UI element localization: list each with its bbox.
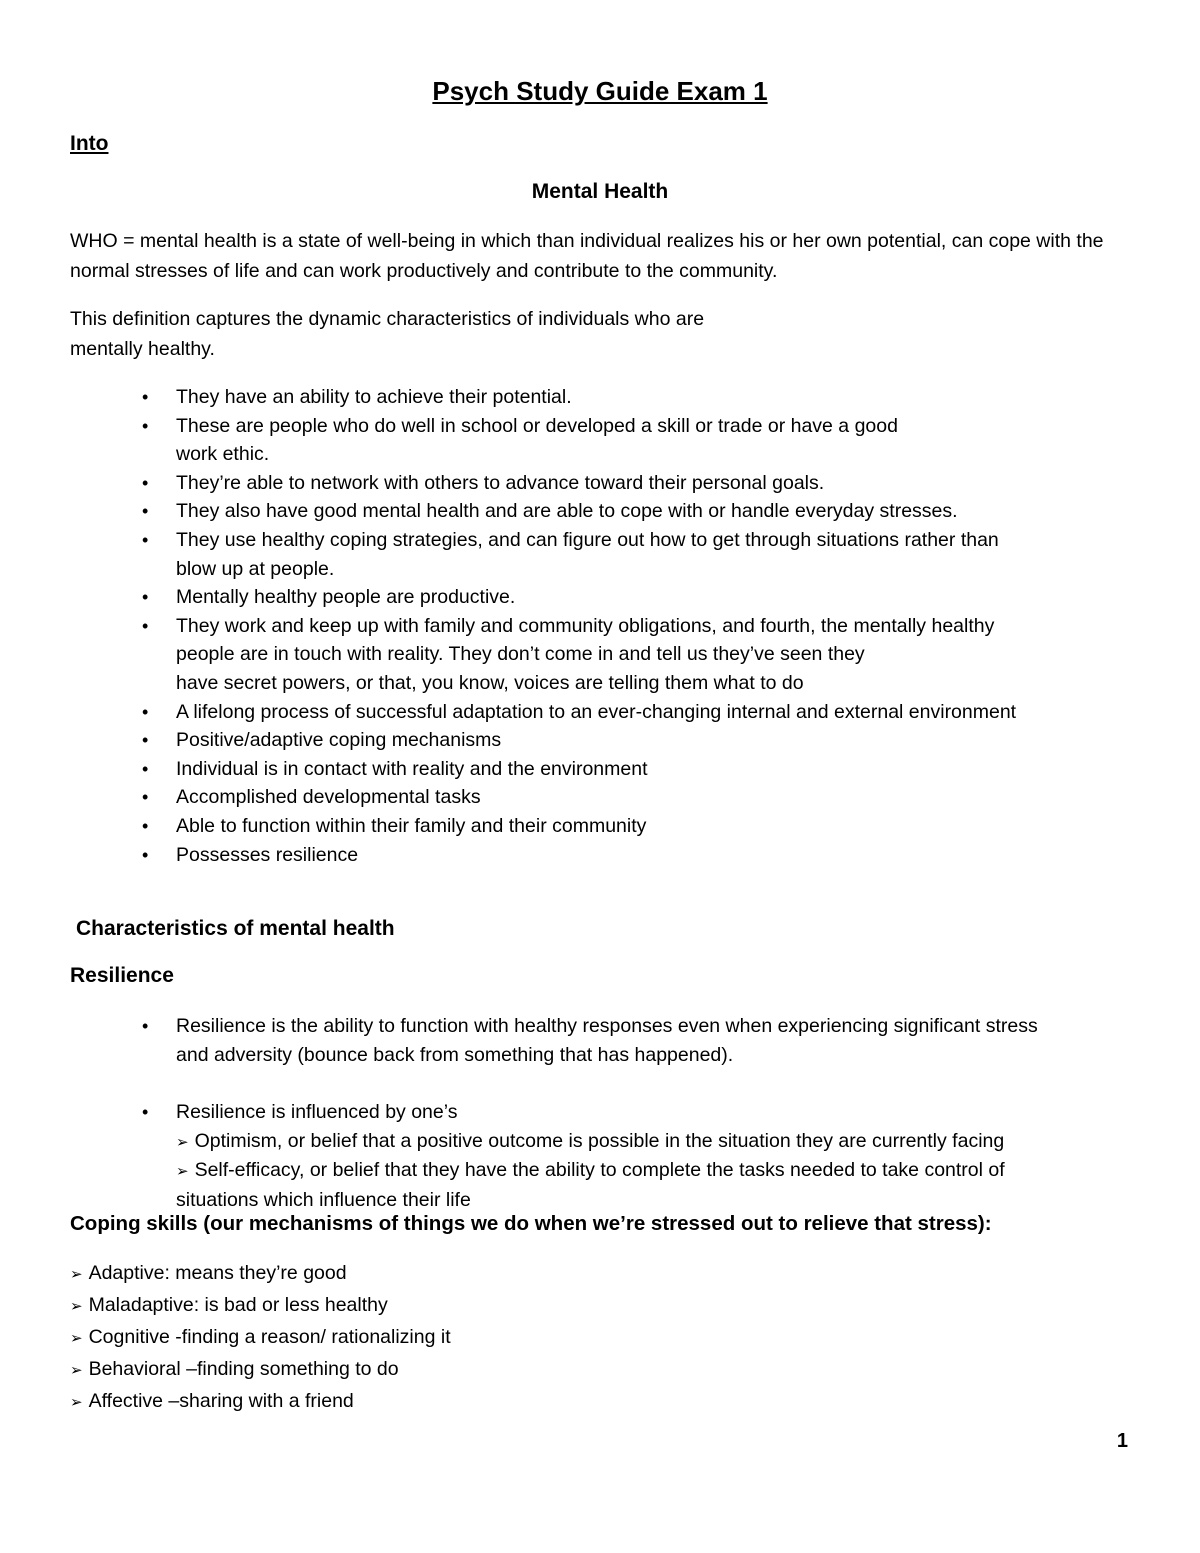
resilience-line: and adversity (bounce back from something that has happened).: [176, 1043, 734, 1066]
arrow-bullet-icon: ➢: [70, 1329, 83, 1347]
bullet-glyph: •: [142, 387, 149, 407]
arrow-bullet-icon: ➢: [70, 1393, 83, 1411]
bullet-glyph: •: [142, 701, 149, 722]
list-item-line: have secret powers, or that, you know, voices are telling them what to do: [176, 671, 804, 694]
resilience-line: Resilience is the ability to function with healthy responses even when experiencing significant stress: [176, 1015, 1038, 1037]
list-item-line: people are in touch with reality. They don’t come in and tell us they’ve seen they: [176, 643, 865, 666]
list-item: [70, 698, 1130, 727]
list-item-line: They work and keep up with family and community obligations, and fourth, the mentally healthy: [176, 614, 995, 637]
bullet-glyph: •: [142, 844, 149, 865]
arrow-bullet-icon: ➢: [70, 1361, 83, 1379]
resilience-heading: Resilience: [70, 964, 174, 987]
bullet-glyph: •: [142, 501, 149, 522]
list-item-line: Accomplished developmental tasks: [176, 786, 481, 809]
list-item: [70, 383, 1130, 412]
arrow-bullet-icon: ➢: [70, 1265, 83, 1283]
arrow-bullet-icon: ➢: [176, 1162, 189, 1181]
bullet-glyph: •: [142, 529, 149, 550]
bullet-glyph: •: [142, 730, 149, 751]
resilience-influence-intro: Resilience is influenced by one’s: [176, 1101, 458, 1123]
coping-item-text: Adaptive: means they’re good: [88, 1262, 347, 1284]
arrow-bullet-icon: ➢: [176, 1132, 189, 1151]
coping-list: [70, 1258, 1130, 1418]
bullet-glyph: •: [142, 1102, 149, 1122]
list-item-line: They have an ability to achieve their potential.: [176, 386, 572, 408]
list-item: [70, 1012, 1130, 1069]
bullet-glyph: •: [142, 615, 149, 636]
list-item-line: Mentally healthy people are productive.: [176, 586, 516, 609]
bullet-glyph: •: [142, 1016, 149, 1036]
definition-intro-line: This definition captures the dynamic characteristics of individuals who are: [70, 308, 705, 330]
bullet-glyph: •: [142, 815, 149, 836]
list-item: [70, 755, 1130, 784]
arrow-bullet-icon: ➢: [70, 1297, 83, 1315]
list-item: [70, 526, 1130, 583]
resilience-sub-item: [176, 1127, 1130, 1157]
definition-intro-line: mentally healthy.: [70, 338, 215, 360]
coping-item: [70, 1258, 1130, 1290]
intro-heading: Into: [70, 132, 109, 155]
list-item-line: They also have good mental health and are able to cope with or handle everyday stresses.: [176, 500, 958, 523]
coping-item-text: Cognitive -finding a reason/ rationalizing it: [88, 1326, 451, 1348]
mental-health-heading: Mental Health: [531, 180, 669, 203]
list-item-line: A lifelong process of successful adaptation to an ever-changing internal and external environment: [176, 700, 1017, 723]
bullet-glyph: •: [142, 787, 149, 808]
list-item: [70, 783, 1130, 812]
list-item: [70, 497, 1130, 526]
coping-item: [70, 1386, 1130, 1418]
resilience-sub-text: Self-efficacy, or belief that they have the ability to complete the tasks needed to take control of: [194, 1159, 1005, 1182]
page-title: Psych Study Guide Exam 1: [432, 76, 768, 106]
resilience-sub-text: Optimism, or belief that a positive outcome is possible in the situation they are currently facing: [194, 1129, 1005, 1152]
list-item-line: Possesses resilience: [176, 843, 359, 866]
coping-item-text: Behavioral –finding something to do: [88, 1358, 399, 1380]
page-number: 1: [1116, 1430, 1128, 1452]
list-item: [70, 469, 1130, 498]
resilience-influence-list: [70, 1098, 1130, 1214]
list-item: [70, 726, 1130, 755]
coping-item-text: Maladaptive: is bad or less healthy: [88, 1294, 388, 1316]
coping-item-text: Affective –sharing with a friend: [88, 1390, 354, 1412]
resilience-sub-text: situations which influence their life: [176, 1188, 471, 1211]
list-item: [70, 841, 1130, 870]
who-definition: WHO = mental health is a state of well-being in which than individual realizes his or her own potential, can cope with the normal stresses of life and can work productively and contribute to the community.: [70, 230, 1104, 282]
resilience-sub-item: [176, 1156, 1130, 1186]
list-item: [70, 812, 1130, 841]
definition-intro: [70, 304, 1130, 364]
list-item-line: They use healthy coping strategies, and can figure out how to get through situations rather than: [176, 528, 999, 551]
coping-item: [70, 1322, 1130, 1354]
list-item-line: blow up at people.: [176, 557, 335, 580]
resilience-bullet-list: [70, 1012, 1130, 1069]
list-item: [70, 1098, 1130, 1214]
list-item: [70, 412, 1130, 469]
bullet-glyph: •: [142, 758, 149, 779]
list-item: [70, 583, 1130, 612]
list-item-line: Individual is in contact with reality and the environment: [176, 757, 648, 780]
list-item-line: Able to function within their family and their community: [176, 814, 647, 837]
coping-item: [70, 1354, 1130, 1386]
bullet-glyph: •: [142, 472, 149, 493]
characteristics-bullet-list: [70, 383, 1130, 869]
bullet-glyph: •: [142, 587, 149, 608]
list-item-line: They’re able to network with others to advance toward their personal goals.: [176, 471, 825, 494]
list-item-line: Positive/adaptive coping mechanisms: [176, 729, 502, 752]
list-item: [70, 612, 1130, 698]
coping-heading: Coping skills (our mechanisms of things we do when we’re stressed out to relieve that stress):: [70, 1212, 992, 1235]
list-item-line: work ethic.: [176, 443, 270, 466]
characteristics-heading: Characteristics of mental health: [76, 917, 395, 940]
coping-item: [70, 1290, 1130, 1322]
bullet-glyph: •: [142, 415, 149, 436]
list-item-line: These are people who do well in school or developed a skill or trade or have a good: [176, 414, 898, 437]
